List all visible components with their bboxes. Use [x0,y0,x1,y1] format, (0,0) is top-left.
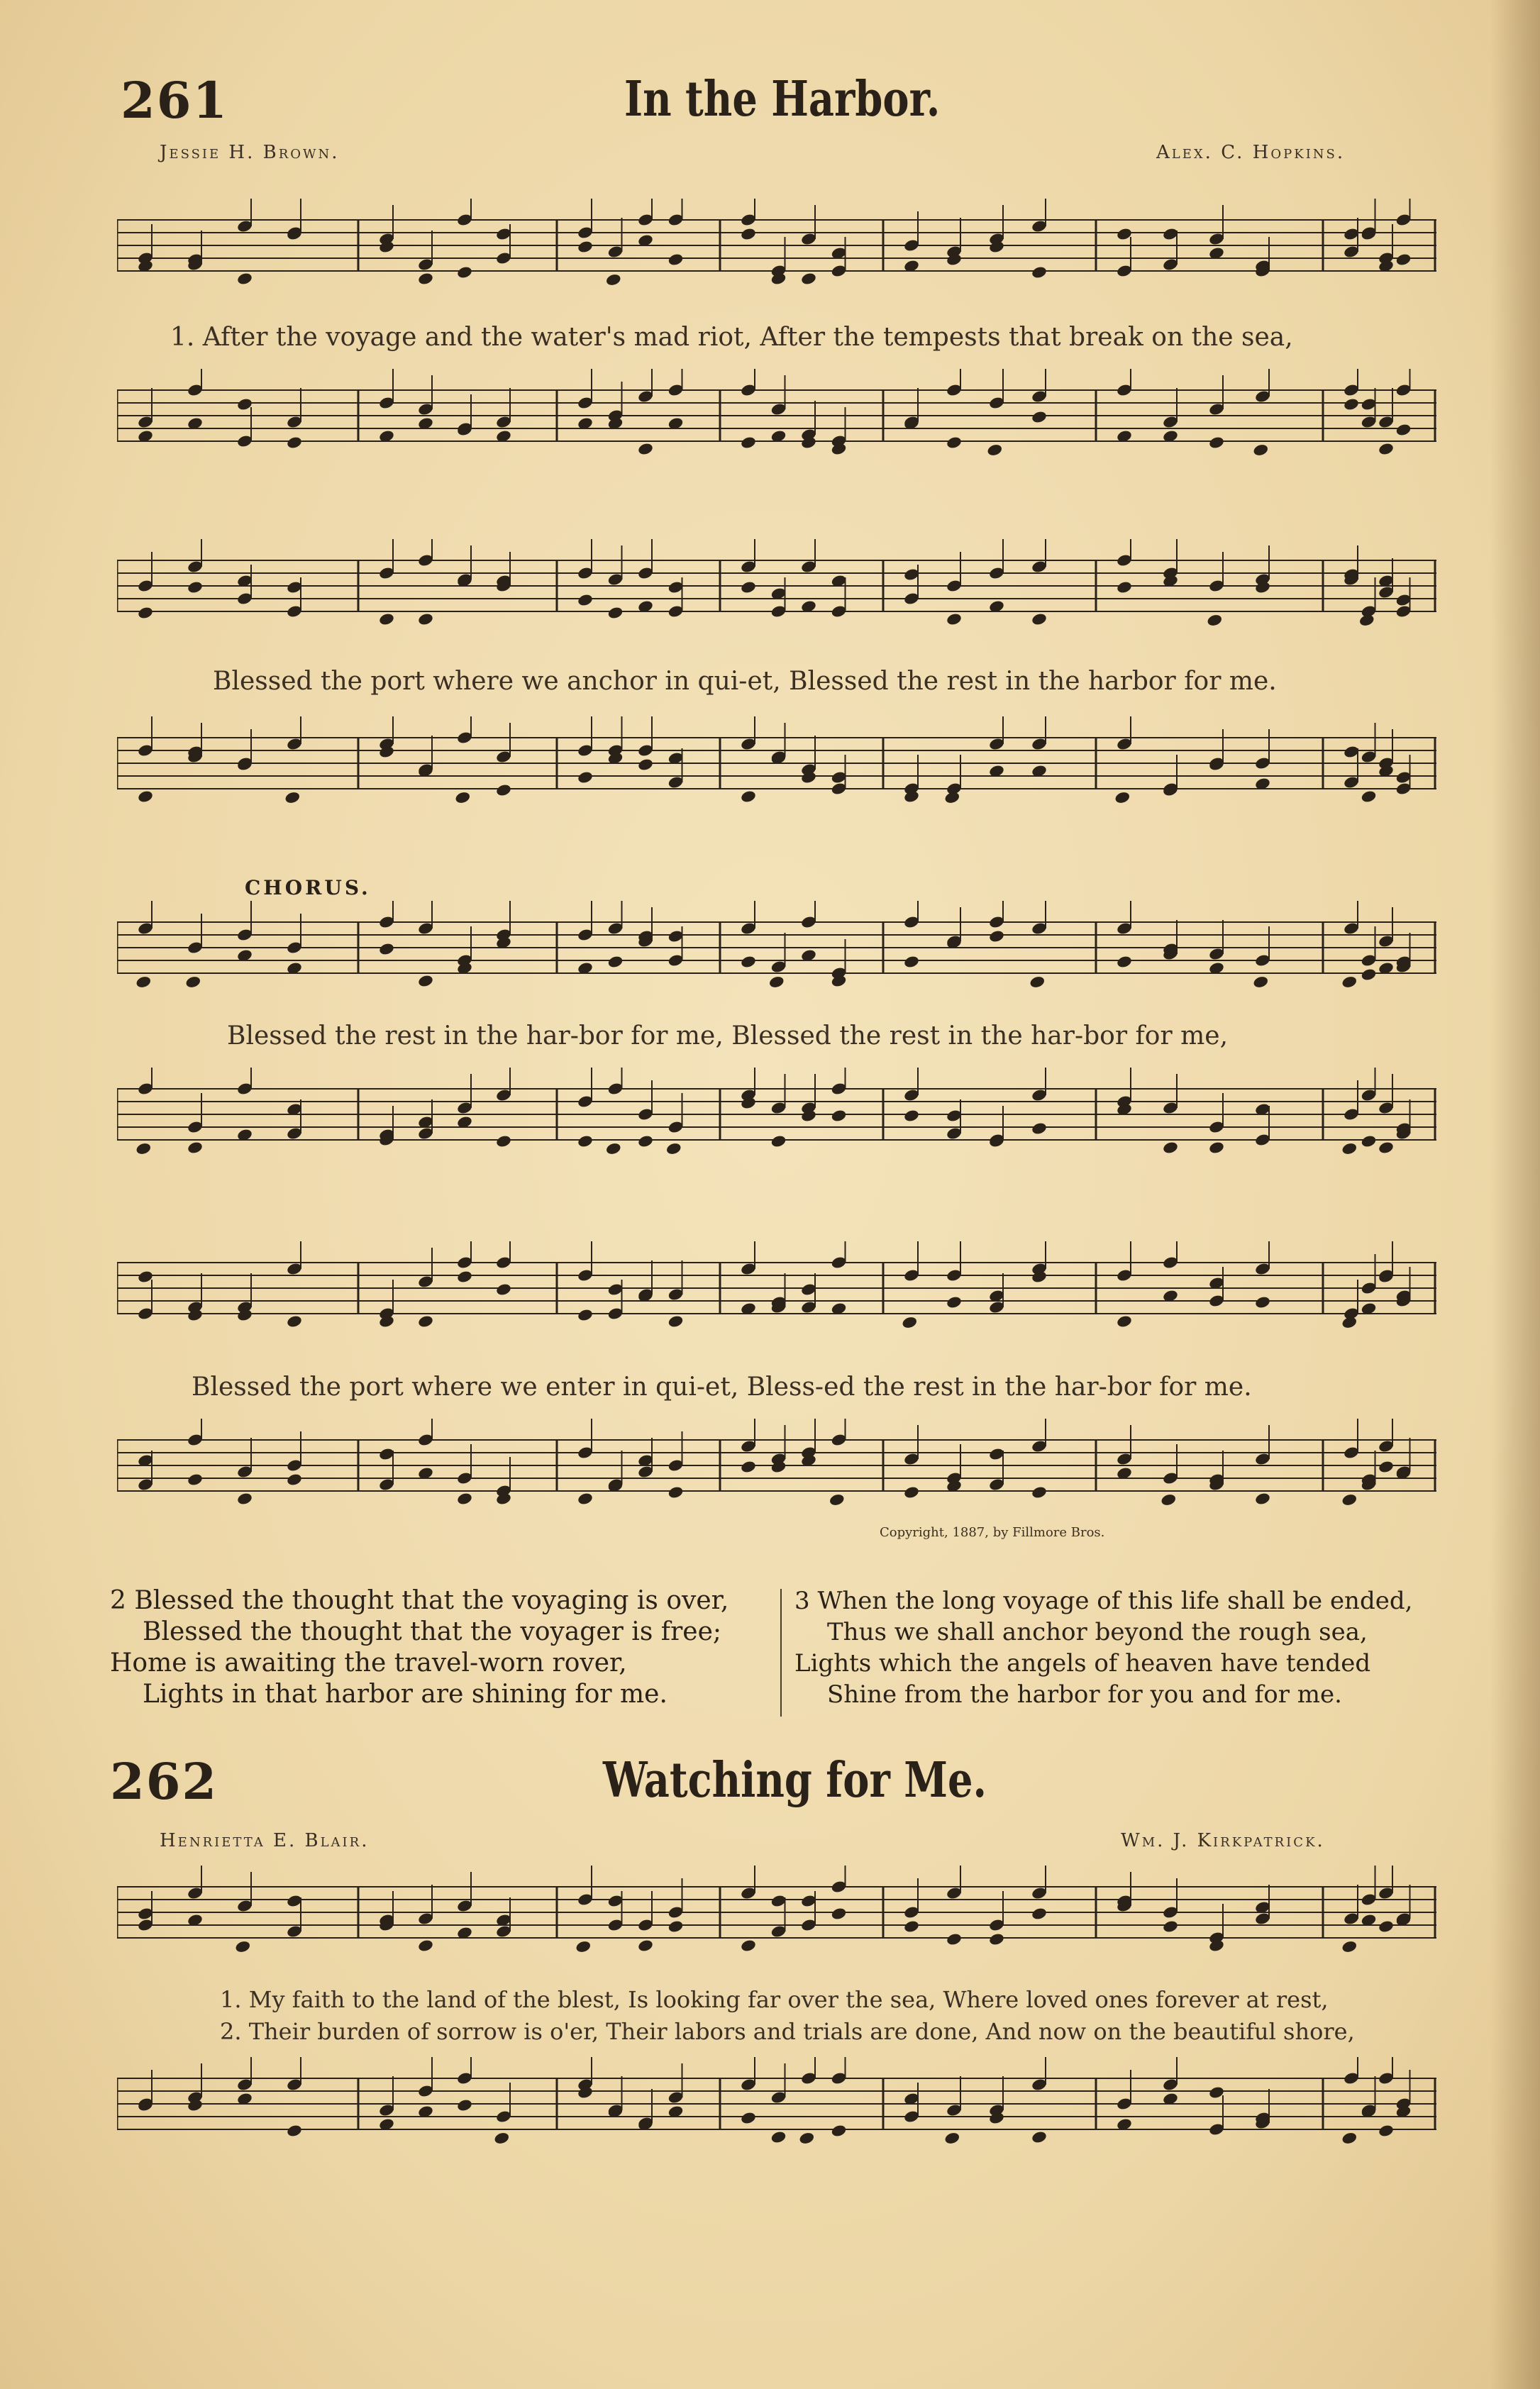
note-head [1029,975,1046,989]
note-head [667,1314,685,1329]
music-system-3 [117,901,1444,1014]
note-head [417,974,434,988]
bass-staff [117,2057,1444,2171]
note-head [1341,2131,1358,2145]
note-head [740,955,757,969]
note-head [1116,1314,1133,1329]
note-head [798,2131,815,2145]
verse-3 [794,1585,1412,1710]
note-head [286,2124,303,2138]
hymn-title: In the Harbor. [624,71,941,128]
note-head [1031,612,1048,626]
note-head [137,789,154,804]
note-head [234,1939,251,1953]
note-head [236,1492,253,1506]
note-head [988,1932,1005,1946]
bass-staff [117,1419,1444,1532]
lyric-line: 2. Their burden of sorrow is o'er, Their labors and trials are done, And now on the beautiful shore, [220,2018,1355,2045]
note-head [577,593,594,607]
note-head [135,1141,152,1155]
note-head [946,436,963,450]
note-head [495,783,512,797]
note-head [1031,265,1048,279]
music-system-5 [117,1866,1444,1979]
note-head [740,227,757,241]
note-head [946,1932,963,1946]
note-head [187,1141,204,1155]
note-head [1162,1919,1179,1934]
note-head [740,789,757,804]
note-head [1378,1141,1395,1155]
note-head [1254,1492,1271,1506]
note-head [1378,1460,1395,1474]
note-head [1358,613,1375,627]
treble-staff [117,1241,1444,1355]
note-head [1031,1907,1048,1921]
note-head [1341,1492,1358,1507]
hymn-number: 262 [110,1752,218,1811]
note-head [605,272,622,287]
note-head [1031,1485,1048,1500]
note-head [637,442,654,456]
note-head [577,770,594,785]
treble-staff [117,1866,1444,1979]
note-head [417,272,434,286]
note-head [1343,397,1360,411]
note-head [1252,975,1269,989]
note-head [456,2098,473,2112]
note-head [770,1134,787,1148]
note-head [286,1314,303,1329]
note-head [137,606,154,620]
note-head [740,1939,757,1953]
bass-staff [117,716,1444,830]
note-head [495,1282,512,1297]
note-head [768,975,785,989]
music-system-3-bass [117,1068,1444,1181]
note-head [1341,975,1358,989]
music-system-2-bass [117,716,1444,830]
note-head [637,758,654,772]
note-head [1361,789,1378,804]
bass-staff [117,369,1444,482]
treble-staff [117,539,1444,653]
verse-line: Lights in that harbor are shining for me. [143,1680,667,1709]
note-head [1208,436,1225,450]
note-head [493,2131,510,2145]
note-head [135,975,152,989]
music-system-2 [117,539,1444,653]
note-head [740,1460,757,1474]
note-head [986,443,1003,457]
note-head [946,1295,963,1309]
note-head [901,1315,918,1329]
verse-2 [110,1585,729,1710]
music-system-4-bass [117,1419,1444,1532]
note-head [831,1109,848,1123]
lyric-line: 1. After the voyage and the water's mad riot, After the tempests that break on the sea, [170,323,1293,352]
note-head [1116,955,1133,969]
note-head [417,612,434,626]
verse-line: Home is awaiting the travel-worn rover, [110,1648,627,1678]
note-head [903,1485,920,1500]
note-head [577,1134,594,1148]
note-head [1116,580,1133,594]
composer-credit: Wm. J. Kirkpatrick. [1121,1830,1325,1851]
note-head [607,606,624,620]
note-head [1361,1134,1378,1148]
music-system-5-bass [117,2057,1444,2171]
note-head [903,1109,920,1123]
lyric-line: Blessed the port where we enter in qui-et, Bless-ed the rest in the har-bor for me. [192,1373,1252,1402]
note-head [284,790,301,804]
note-head [184,975,201,989]
author-credit: Jessie H. Brown. [160,142,340,163]
note-head [770,2130,787,2144]
note-head [577,1308,594,1322]
note-head [1252,443,1269,457]
note-head [575,1939,592,1953]
author-credit: Henrietta E. Blair. [160,1830,370,1851]
note-head [1031,410,1048,424]
note-head [831,1907,848,1921]
note-head [829,1492,846,1507]
note-head [495,1134,512,1148]
treble-staff [117,901,1444,1014]
note-head [1395,423,1412,437]
note-head [1206,613,1223,627]
note-head [236,272,253,286]
note-head [577,240,594,254]
page-spine-shadow [1490,0,1540,2389]
note-head [637,1939,654,1953]
verse-line: Thus we shall anchor beyond the rough sea, [827,1618,1368,1646]
note-head [187,1473,204,1487]
note-head [943,2131,960,2145]
note-head [800,272,817,286]
note-head [1341,1315,1358,1329]
bass-staff [117,1068,1444,1181]
verse-line: 2 Blessed the thought that the voyaging is over, [110,1586,729,1615]
note-head [456,1492,473,1506]
note-head [454,790,471,804]
note-head [637,1134,654,1148]
note-head [1378,2124,1395,2138]
note-head [667,1485,685,1500]
note-head [1395,253,1412,267]
note-head [740,436,757,450]
note-head [665,1141,682,1155]
music-system-4 [117,1241,1444,1355]
note-head [1378,442,1395,456]
note-head [1254,1295,1271,1309]
chorus-label: CHORUS. [245,876,371,899]
lyric-line: Blessed the port where we anchor in qui-et, Blessed the rest in the harbor for me. [213,667,1277,696]
note-head [605,1141,622,1155]
note-head [378,612,395,626]
note-head [1031,1121,1048,1136]
verse-line: Lights which the angels of heaven have tended [794,1649,1371,1678]
note-head [577,1492,594,1506]
treble-staff [117,199,1444,312]
hymn-number: 261 [121,71,229,130]
note-head [1031,2130,1048,2144]
note-head [1378,1919,1395,1934]
note-head [456,265,473,279]
note-head [831,2124,848,2138]
note-head [1114,790,1131,804]
note-head [286,1473,303,1487]
note-head [417,1939,434,1953]
hymn-title: Watching for Me. [603,1752,987,1809]
note-head [1160,1492,1177,1507]
verse-divider [780,1589,782,1717]
lyric-line: Blessed the rest in the har-bor for me, Blessed the rest in the har-bor for me, [227,1021,1229,1051]
note-head [187,580,204,594]
note-head [1361,968,1378,982]
music-system-1 [117,199,1444,312]
music-system-1-bass [117,369,1444,482]
verse-line: 3 When the long voyage of this life shall be ended, [794,1587,1413,1615]
note-head [943,790,960,804]
note-head [903,955,920,969]
verse-line: Blessed the thought that the voyager is free; [143,1617,722,1646]
note-head [378,942,395,956]
note-head [607,955,624,969]
note-head [456,1270,473,1284]
note-head [946,612,963,626]
note-head [286,436,303,450]
note-head [1341,1141,1358,1155]
note-head [1208,1141,1225,1155]
note-head [667,253,685,267]
note-head [667,1919,685,1934]
verse-line: Shine from the harbor for you and for me. [827,1680,1342,1709]
note-head [417,1314,434,1329]
note-head [740,580,757,594]
composer-credit: Alex. C. Hopkins. [1156,142,1346,163]
note-head [903,1919,920,1934]
note-head [988,929,1005,943]
note-head [1341,1939,1358,1953]
note-head [740,2111,757,2125]
note-head [1162,1141,1179,1155]
copyright-notice: Copyright, 1887, by Fillmore Bros. [880,1525,1105,1540]
lyric-line: 1. My faith to the land of the blest, Is looking far over the sea, Where loved ones forever at rest, [220,1986,1329,2013]
